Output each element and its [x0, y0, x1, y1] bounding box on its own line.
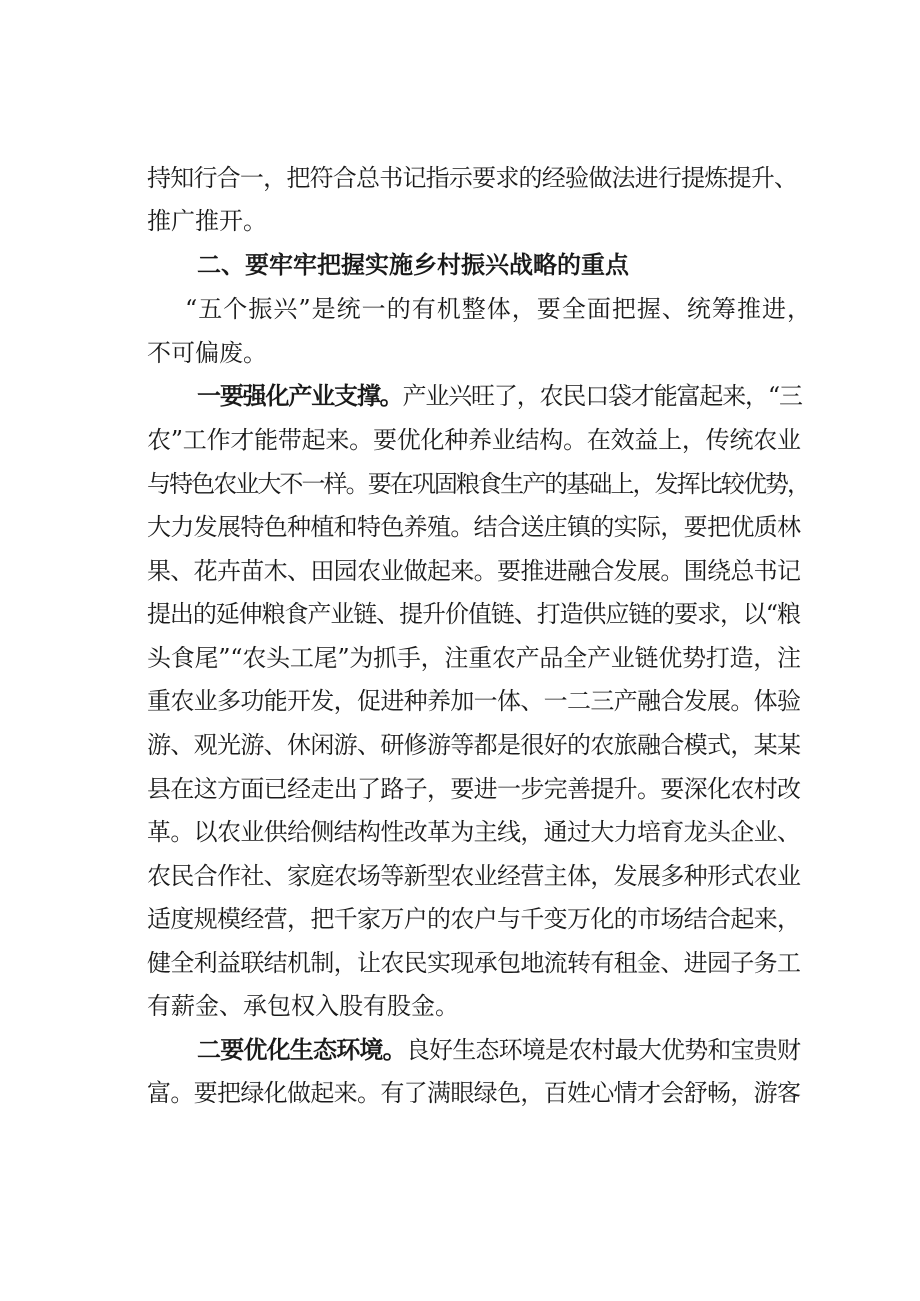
paragraph-1-line-4-text: 大力发展特色种植和特色养殖。结合送庄镇的实际，要把优质林	[147, 513, 801, 541]
paragraph-1-line-9	[147, 730, 801, 760]
section-heading	[197, 250, 629, 280]
body-line-4	[185, 294, 811, 324]
paragraph-1-line-7	[147, 643, 801, 673]
paragraph-1-line-7-text: 头食尾”“农头工尾”为抓手，注重农产品全产业链优势打造，注	[147, 644, 801, 672]
body-line-2	[147, 206, 267, 236]
paragraph-1-line-14-text: 健全利益联结机制，让农民实现承包地流转有租金、进园子务工	[147, 949, 801, 977]
paragraph-1-line-6-text: 提出的延伸粮食产业链、提升价值链、打造供应链的要求，以“粮	[147, 600, 800, 628]
paragraph-1-line-11-text: 革。以农业供给侧结构性改革为主线，通过大力培育龙头企业、	[147, 818, 801, 846]
body-line-5	[147, 338, 267, 368]
body-line-5-text: 不可偏废。	[147, 339, 267, 367]
body-line-1-text: 持知行合一，把符合总书记指示要求的经验做法进行提炼提升、	[147, 164, 798, 192]
paragraph-1-line-12-text: 农民合作社、家庭农场等新型农业经营主体，发展多种形式农业	[147, 862, 801, 890]
paragraph-1-line-10	[147, 774, 801, 804]
paragraph-1-line-13-text: 适度规模经营，把千家万户的农户与千变万化的市场结合起来，	[147, 905, 801, 933]
paragraph-2-lead-wrap	[197, 1036, 800, 1064]
paragraph-1-line-1-text: 产业兴旺了，农民口袋才能富起来，“三	[402, 382, 802, 410]
paragraph-2-lead: 二要优化生态环境。	[197, 1036, 406, 1064]
paragraph-2-line-2-text: 富。要把绿化做起来。有了满眼绿色，百姓心情才会舒畅，游客	[147, 1079, 801, 1107]
paragraph-2-line-1-text: 良好生态环境是农村最大优势和宝贵财	[405, 1036, 801, 1064]
paragraph-1-line-13	[147, 904, 801, 934]
paragraph-1-line-2-text: 农”工作才能带起来。要优化种养业结构。在效益上，传统农业	[147, 426, 801, 454]
paragraph-2-line-1	[197, 1035, 801, 1065]
paragraph-1-line-9-text: 游、观光游、休闲游、研修游等都是很好的农旅融合模式，某某	[147, 731, 801, 759]
paragraph-1-line-14	[147, 948, 801, 978]
body-line-4-text: “五个振兴”是统一的有机整体，要全面把握、统筹推进，	[185, 295, 813, 323]
paragraph-1-line-10-text: 县在这方面已经走出了路子，要进一步完善提升。要深化农村改	[147, 775, 801, 803]
body-line-2-text: 推广推开。	[147, 207, 267, 235]
paragraph-2-line-2	[147, 1078, 801, 1108]
paragraph-1-line-6	[147, 599, 801, 629]
body-line-1	[147, 163, 798, 193]
paragraph-1-line-2	[147, 425, 801, 455]
paragraph-1-line-11	[147, 817, 801, 847]
paragraph-1-line-15-text: 有薪金、承包权入股有股金。	[147, 992, 459, 1020]
paragraph-1-line-3-text: 与特色农业大不一样。要在巩固粮食生产的基础上，发挥比较优势，	[147, 470, 810, 498]
section-heading-text: 二、要牢牢把握实施乡村振兴战略的重点	[197, 251, 629, 279]
paragraph-1-line-1	[197, 381, 803, 411]
paragraph-1-line-8-text: 重农业多功能开发，促进种养加一体、一二三产融合发展。体验	[147, 687, 801, 715]
paragraph-1-line-5	[147, 556, 801, 586]
paragraph-1-line-12	[147, 861, 801, 891]
paragraph-1-lead: 一要强化产业支撑。	[197, 382, 403, 410]
paragraph-1-line-8	[147, 686, 801, 716]
paragraph-1-line-4	[147, 512, 801, 542]
paragraph-1-lead-wrap	[197, 382, 802, 410]
paragraph-1-line-5-text: 果、花卉苗木、田园农业做起来。要推进融合发展。围绕总书记	[147, 557, 801, 585]
paragraph-1-line-3	[147, 469, 811, 499]
paragraph-1-line-15	[147, 991, 459, 1021]
